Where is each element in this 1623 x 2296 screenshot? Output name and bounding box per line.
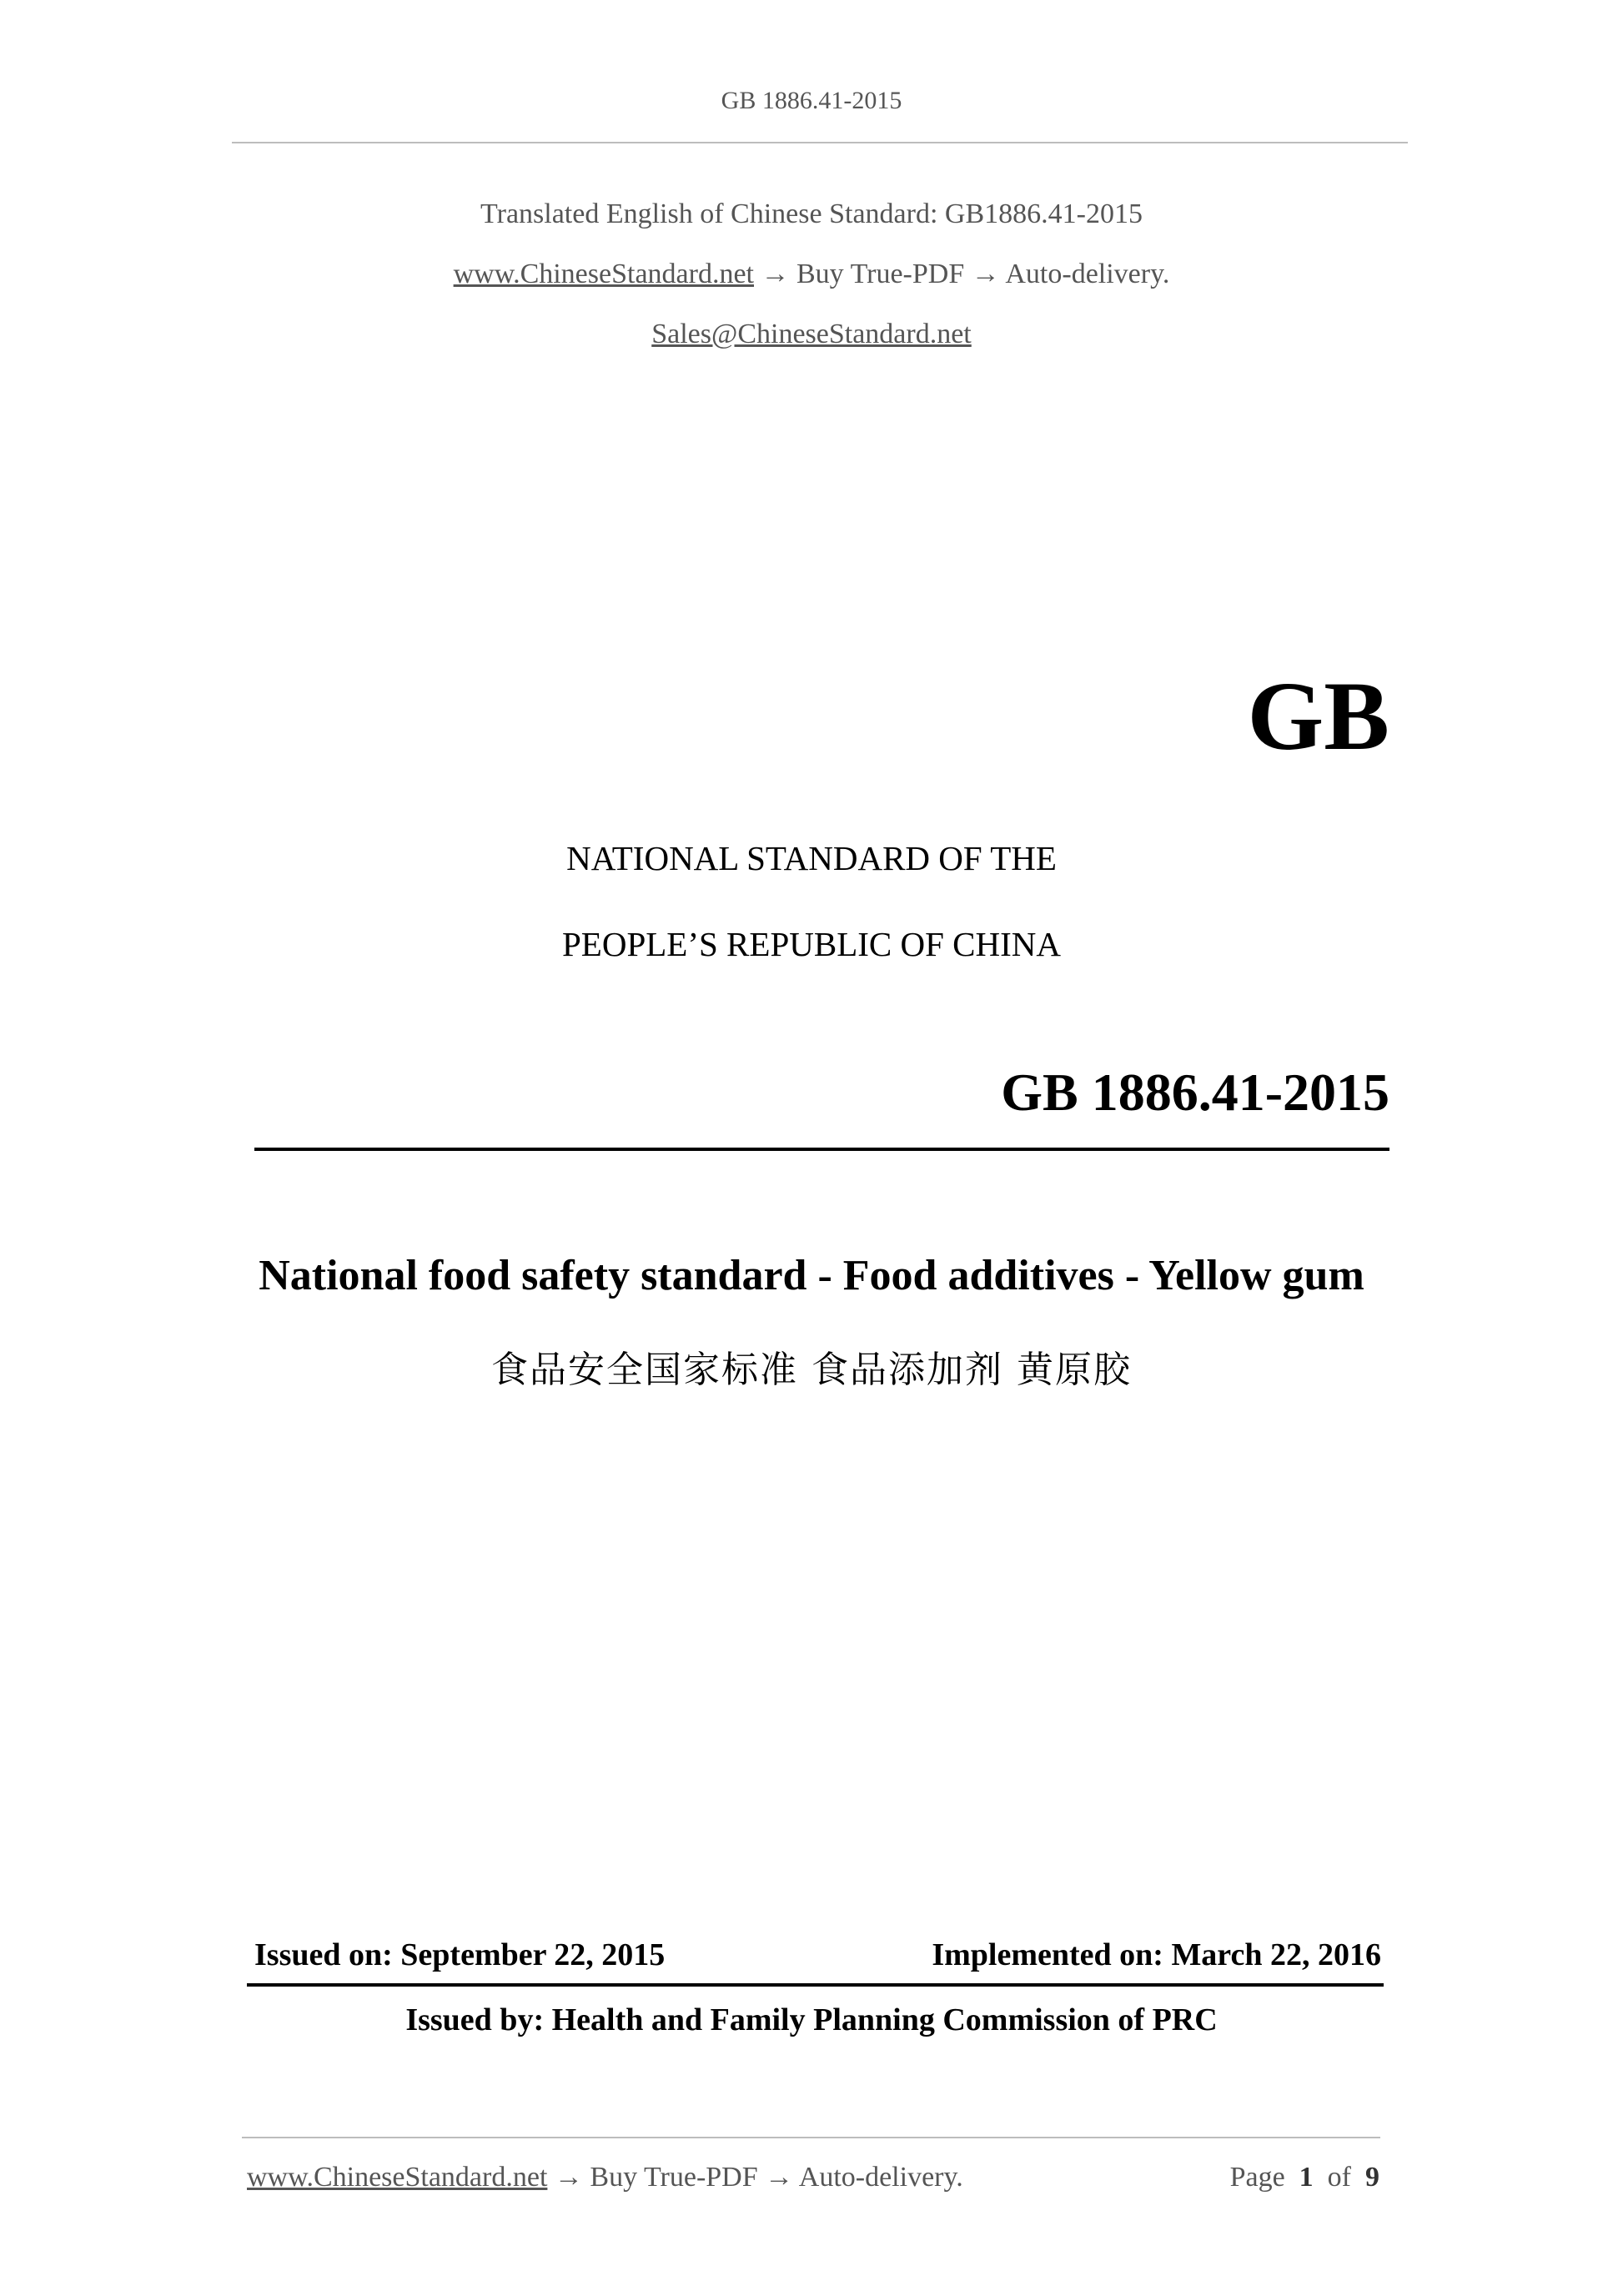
national-standard-heading-line1: NATIONAL STANDARD OF THE: [566, 839, 1057, 877]
buy-true-pdf-text: Buy True-PDF: [796, 259, 965, 289]
translated-standard-line: Translated English of Chinese Standard: GB1886.41-2015: [480, 198, 1143, 229]
sales-email-row: [0, 319, 1623, 350]
page-total: 9: [1365, 2162, 1379, 2193]
sales-email-link[interactable]: Sales@ChineseStandard.net: [651, 319, 972, 349]
page-indicator: [1230, 2162, 1379, 2193]
implemented-on-date: Implemented on: March 22, 2016: [932, 1937, 1381, 1972]
arrow-icon: →: [554, 2162, 583, 2193]
running-header: GB 1886.41-2015: [721, 87, 902, 114]
footer-buy-true-pdf-text: Buy True-PDF: [590, 2162, 758, 2193]
auto-delivery-text: Auto-delivery.: [1005, 259, 1170, 289]
page-of-label: of: [1327, 2162, 1351, 2193]
dates-divider: [247, 1983, 1384, 1987]
footer-auto-delivery-text: Auto-delivery.: [798, 2162, 963, 2193]
top-links-row: [0, 259, 1623, 290]
site-link[interactable]: www.ChineseStandard.net: [453, 259, 754, 289]
national-standard-heading-line2: PEOPLE’S REPUBLIC OF CHINA: [562, 925, 1061, 963]
arrow-icon: →: [765, 2162, 794, 2193]
standard-code-divider: [254, 1148, 1389, 1151]
page-current: 1: [1299, 2162, 1314, 2193]
standard-code: GB 1886.41-2015: [1001, 1063, 1389, 1122]
gb-mark: GB: [1247, 661, 1389, 771]
chinese-title: 食品安全国家标准 食品添加剂 黄原胶: [491, 1349, 1132, 1391]
issued-by: Issued by: Health and Family Planning Commission of PRC: [405, 2002, 1218, 2037]
footer-divider: [242, 2137, 1380, 2138]
english-title: National food safety standard - Food additives - Yellow gum: [259, 1252, 1364, 1299]
arrow-icon: →: [971, 259, 1000, 289]
issued-on-date: Issued on: September 22, 2015: [254, 1937, 666, 1972]
footer-links-row: [247, 2162, 963, 2193]
footer-site-link[interactable]: www.ChineseStandard.net: [247, 2162, 548, 2193]
page-label: Page: [1229, 2162, 1285, 2193]
arrow-icon: →: [761, 259, 790, 289]
header-divider: [232, 142, 1408, 143]
